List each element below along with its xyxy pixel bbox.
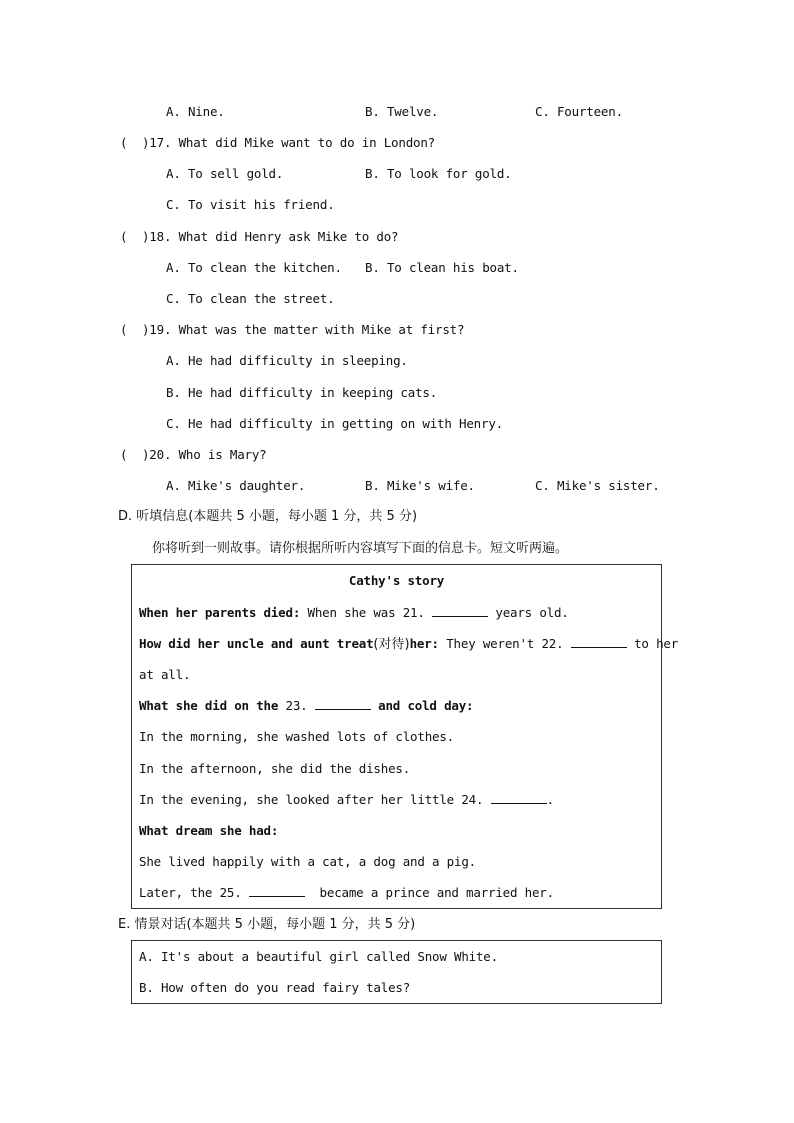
info-card-line-morning: In the morning, she washed lots of clothes. — [139, 729, 455, 744]
q17-option-a: A. To sell gold. — [166, 166, 284, 181]
q18-stem: ( )18. What did Henry ask Mike to do? — [120, 229, 399, 244]
q17-option-b: B. To look for gold. — [365, 166, 512, 181]
q17-option-c: C. To visit his friend. — [166, 197, 335, 212]
what-she-did-label: What she did on the — [139, 698, 286, 713]
treat-text: They weren't 22. — [438, 636, 571, 651]
q20-option-b: B. Mike's wife. — [365, 478, 475, 493]
blank-23[interactable] — [315, 698, 371, 710]
info-card-line-parents-died — [139, 605, 569, 621]
info-card-line-evening — [139, 792, 554, 808]
evening-text: In the evening, she looked after her little 24. — [139, 792, 491, 807]
treat-cjk-gloss: (对待) — [373, 637, 410, 652]
info-card-line-what-she-did — [139, 698, 473, 714]
info-card-line-treat — [139, 636, 678, 653]
info-card-title: Cathy's story — [348, 573, 445, 588]
section-d-instructions: 你将听到一则故事。请你根据所听内容填写下面的信息卡。短文听两遍。 — [152, 541, 569, 556]
q20-option-c: C. Mike's sister. — [535, 478, 660, 493]
q16-option-a: A. Nine. — [166, 104, 225, 119]
info-card-line-treat-cont: at all. — [139, 667, 191, 682]
treat-label: How did her uncle and aunt treat — [139, 636, 374, 651]
info-card-line-later — [139, 885, 554, 901]
q18-option-a: A. To clean the kitchen. — [166, 260, 342, 275]
blank-24[interactable] — [491, 792, 547, 804]
q19-option-a: A. He had difficulty in sleeping. — [166, 353, 408, 368]
info-card-line-lived-happily: She lived happily with a cat, a dog and a pig. — [139, 854, 476, 869]
info-card — [131, 564, 679, 909]
q16-option-b: B. Twelve. — [365, 104, 439, 119]
blank-25[interactable] — [249, 885, 305, 897]
parents-died-text: When she was 21. — [300, 605, 433, 620]
q20-stem: ( )20. Who is Mary? — [120, 447, 267, 462]
what-she-did-num: 23. — [285, 698, 315, 713]
dialogue-option-b: B. How often do you read fairy tales? — [139, 980, 411, 995]
dialogue-option-a: A. It's about a beautiful girl called Snow White. — [139, 949, 498, 964]
dialogue-options-box — [131, 940, 662, 1004]
section-d-heading: D. 听填信息(本题共 5 小题，每小题 1 分，共 5 分) — [118, 509, 418, 524]
q19-option-b: B. He had difficulty in keeping cats. — [166, 385, 438, 400]
later-text: Later, the 25. — [139, 885, 249, 900]
blank-21[interactable] — [432, 605, 488, 617]
q18-option-c: C. To clean the street. — [166, 291, 335, 306]
q19-stem: ( )19. What was the matter with Mike at first? — [120, 322, 465, 337]
what-she-did-label-tail: and cold day: — [370, 698, 474, 713]
treat-label-her: her: — [409, 636, 439, 651]
parents-died-tail: years old. — [488, 605, 569, 620]
info-card-line-afternoon: In the afternoon, she did the dishes. — [139, 761, 411, 776]
section-e-heading: E. 情景对话(本题共 5 小题，每小题 1 分，共 5 分) — [118, 917, 416, 932]
treat-tail: to her — [626, 636, 679, 651]
info-card-line-dream-label: What dream she had: — [139, 823, 279, 838]
q20-option-a: A. Mike's daughter. — [166, 478, 306, 493]
later-tail: became a prince and married her. — [304, 885, 554, 900]
parents-died-label: When her parents died: — [139, 605, 301, 620]
blank-22[interactable] — [571, 636, 627, 648]
q18-option-b: B. To clean his boat. — [365, 260, 519, 275]
q19-option-c: C. He had difficulty in getting on with Henry. — [166, 416, 503, 431]
evening-tail: . — [546, 792, 554, 807]
q16-option-c: C. Fourteen. — [535, 104, 623, 119]
q17-stem: ( )17. What did Mike want to do in London? — [120, 135, 436, 150]
